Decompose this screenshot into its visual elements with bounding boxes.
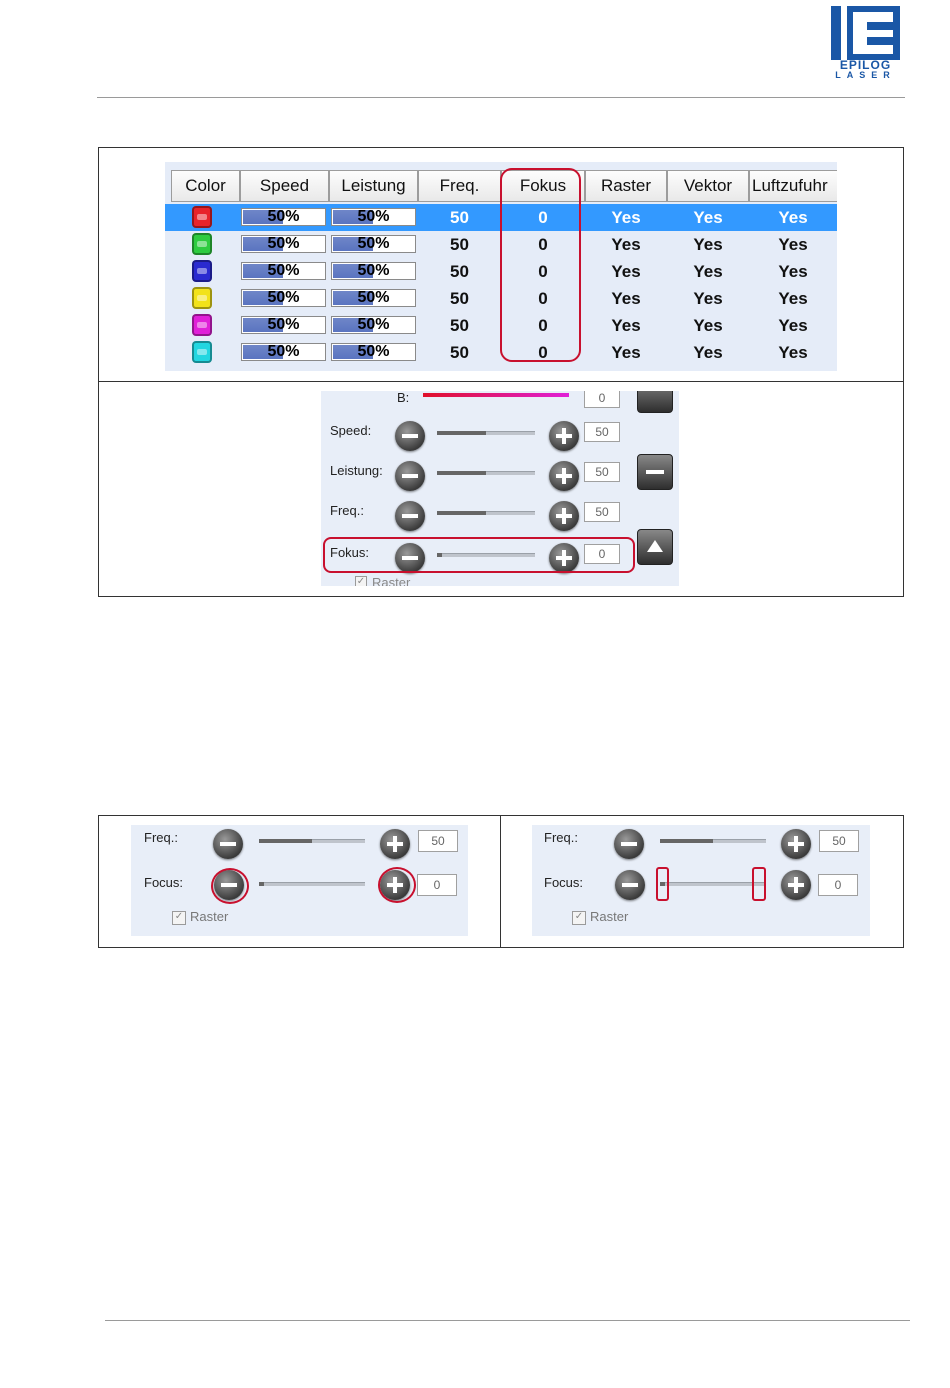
- speed-bar-value: 50%: [267, 235, 300, 252]
- vektor-cell: Yes: [693, 316, 723, 335]
- freq-slider[interactable]: [437, 511, 535, 515]
- vektor-cell: Yes: [693, 343, 723, 362]
- vektor-cell: Yes: [693, 235, 723, 254]
- b-value-field[interactable]: 0: [584, 391, 620, 408]
- focus-label: Focus:: [544, 875, 584, 890]
- freq-cell: 50: [450, 289, 469, 308]
- leistung-bar-value: 50%: [357, 235, 390, 252]
- focus-slider-fill: [259, 882, 264, 886]
- color-swatch[interactable]: [192, 233, 212, 255]
- luftzufuhr-cell: Yes: [778, 262, 808, 281]
- color-swatch[interactable]: [192, 206, 212, 228]
- column-header-color[interactable]: Color: [171, 170, 240, 202]
- leistung-plus-button[interactable]: [549, 461, 579, 491]
- fokus-cell: 0: [538, 289, 548, 308]
- logo-text-epilog: EPILOG: [839, 58, 892, 72]
- leistung-slider[interactable]: [437, 471, 535, 475]
- column-header-luftzufuhr[interactable]: Luftzufuhr: [749, 170, 837, 202]
- leistung-bar-value: 50%: [357, 289, 390, 306]
- freq-slider-fill: [660, 839, 713, 843]
- figure-frame-divider: [98, 381, 904, 382]
- speed-bar-value: 50%: [267, 208, 300, 225]
- leistung-bar-value: 50%: [357, 262, 390, 279]
- raster-cell: Yes: [611, 316, 641, 335]
- raster-cell: Yes: [611, 208, 641, 227]
- b-label: B:: [397, 391, 410, 405]
- speed-bar[interactable]: [241, 316, 326, 334]
- speed-bar[interactable]: [241, 235, 326, 253]
- focus-panel-slider: [532, 825, 870, 936]
- leistung-bar-value: 50%: [357, 316, 390, 333]
- luftzufuhr-cell: Yes: [778, 208, 808, 227]
- speed-slider-fill: [437, 431, 486, 435]
- vektor-cell: Yes: [693, 262, 723, 281]
- fokus-cell: 0: [538, 262, 548, 281]
- speed-value-field[interactable]: 50: [584, 422, 620, 442]
- fokus-column-highlight: [500, 168, 581, 362]
- speed-bar[interactable]: [241, 343, 326, 361]
- speed-bar-value: 50%: [267, 343, 300, 360]
- remove-color-button[interactable]: [637, 454, 673, 490]
- fokus-cell: 0: [538, 343, 548, 362]
- speed-bar-value: 50%: [267, 289, 300, 306]
- leistung-bar[interactable]: [331, 343, 416, 361]
- luftzufuhr-cell: Yes: [778, 289, 808, 308]
- figure-frame-bottom-divider: [500, 815, 501, 948]
- freq-plus-button[interactable]: [380, 829, 410, 859]
- freq-plus-button[interactable]: [549, 501, 579, 531]
- move-up-button[interactable]: [637, 529, 673, 565]
- raster-cell: Yes: [611, 343, 641, 362]
- focus-label: Focus:: [144, 875, 184, 890]
- raster-checkbox[interactable]: ✓: [356, 576, 366, 586]
- freq-cell: 50: [450, 208, 469, 227]
- leistung-bar[interactable]: [331, 208, 416, 226]
- leistung-slider-fill: [437, 471, 486, 475]
- focus-slider[interactable]: [660, 882, 766, 886]
- pen-tool-button[interactable]: [637, 391, 673, 413]
- freq-minus-button[interactable]: [395, 501, 425, 531]
- leistung-bar-value: 50%: [357, 208, 390, 225]
- logo-text-laser: LASER: [835, 70, 896, 80]
- color-swatch[interactable]: [192, 260, 212, 282]
- freq-value-field[interactable]: 50: [584, 502, 620, 522]
- speed-minus-button[interactable]: [395, 421, 425, 451]
- fokus-slider-highlight: [323, 537, 635, 573]
- freq-value-field[interactable]: 50: [819, 830, 859, 852]
- minus-button-highlight: [211, 868, 249, 904]
- freq-plus-button[interactable]: [781, 829, 811, 859]
- raster-checkbox[interactable]: ✓: [572, 911, 586, 925]
- fokus-cell: 0: [538, 208, 548, 227]
- fokus-cell: 0: [538, 235, 548, 254]
- column-header-freq[interactable]: Freq.: [418, 170, 501, 202]
- speed-bar[interactable]: [241, 289, 326, 307]
- raster-cell: Yes: [611, 262, 641, 281]
- leistung-bar-value: 50%: [357, 343, 390, 360]
- column-header-raster[interactable]: Raster: [585, 170, 667, 202]
- speed-bar[interactable]: [241, 262, 326, 280]
- focus-value-field[interactable]: 0: [417, 874, 457, 896]
- color-swatch[interactable]: [192, 287, 212, 309]
- column-header-fokus[interactable]: Fokus: [501, 170, 585, 202]
- column-header-leistung[interactable]: Leistung: [329, 170, 418, 202]
- freq-value-field[interactable]: 50: [418, 830, 458, 852]
- speed-plus-button[interactable]: [549, 421, 579, 451]
- leistung-label: Leistung:: [330, 463, 383, 478]
- freq-cell: 50: [450, 343, 469, 362]
- freq-label: Freq.:: [544, 830, 578, 845]
- freq-slider-fill: [437, 511, 486, 515]
- raster-checkbox[interactable]: ✓: [172, 911, 186, 925]
- leistung-minus-button[interactable]: [395, 461, 425, 491]
- raster-cell: Yes: [611, 289, 641, 308]
- slider-end-highlight: [752, 867, 766, 901]
- focus-slider[interactable]: [259, 882, 365, 886]
- freq-label: Freq.:: [330, 503, 364, 518]
- raster-label: Raster: [590, 909, 629, 924]
- freq-cell: 50: [450, 316, 469, 335]
- footer-rule: [105, 1320, 910, 1321]
- column-header-speed[interactable]: Speed: [240, 170, 329, 202]
- raster-label: Raster: [372, 575, 411, 586]
- focus-panel-buttons: [131, 825, 468, 936]
- luftzufuhr-cell: Yes: [778, 235, 808, 254]
- color-swatch[interactable]: [192, 314, 212, 336]
- speed-bar[interactable]: [241, 208, 326, 226]
- focus-minus-button[interactable]: [615, 870, 645, 900]
- plus-button-highlight: [378, 867, 416, 903]
- leistung-bar[interactable]: [331, 316, 416, 334]
- freq-slider[interactable]: [660, 839, 766, 843]
- epilog-laser-logo: [831, 6, 900, 80]
- speed-label: Speed:: [330, 423, 372, 438]
- fokus-label: Fokus:: [330, 545, 370, 560]
- leistung-bar[interactable]: [331, 262, 416, 280]
- raster-cell: Yes: [611, 235, 641, 254]
- b-color-bar: [423, 393, 569, 397]
- speed-slider[interactable]: [437, 431, 535, 435]
- freq-slider-fill: [259, 839, 312, 843]
- fokus-cell: 0: [538, 316, 548, 335]
- luftzufuhr-cell: Yes: [778, 316, 808, 335]
- speed-bar-value: 50%: [267, 316, 300, 333]
- focus-value-field[interactable]: 0: [818, 874, 858, 896]
- luftzufuhr-cell: Yes: [778, 343, 808, 362]
- speed-bar-value: 50%: [267, 262, 300, 279]
- freq-cell: 50: [450, 262, 469, 281]
- color-swatch[interactable]: [192, 341, 212, 363]
- raster-label: Raster: [190, 909, 229, 924]
- focus-plus-button[interactable]: [781, 870, 811, 900]
- freq-label: Freq.:: [144, 830, 178, 845]
- leistung-value-field[interactable]: 50: [584, 462, 620, 482]
- freq-minus-button[interactable]: [614, 829, 644, 859]
- freq-minus-button[interactable]: [213, 829, 243, 859]
- leistung-bar[interactable]: [331, 235, 416, 253]
- slider-start-highlight: [656, 867, 669, 901]
- header-rule: [97, 97, 905, 98]
- vektor-cell: Yes: [693, 208, 723, 227]
- leistung-bar[interactable]: [331, 289, 416, 307]
- freq-slider[interactable]: [259, 839, 365, 843]
- column-header-vektor[interactable]: Vektor: [667, 170, 749, 202]
- vektor-cell: Yes: [693, 289, 723, 308]
- fokus-value-field[interactable]: 0: [584, 544, 620, 564]
- freq-cell: 50: [450, 235, 469, 254]
